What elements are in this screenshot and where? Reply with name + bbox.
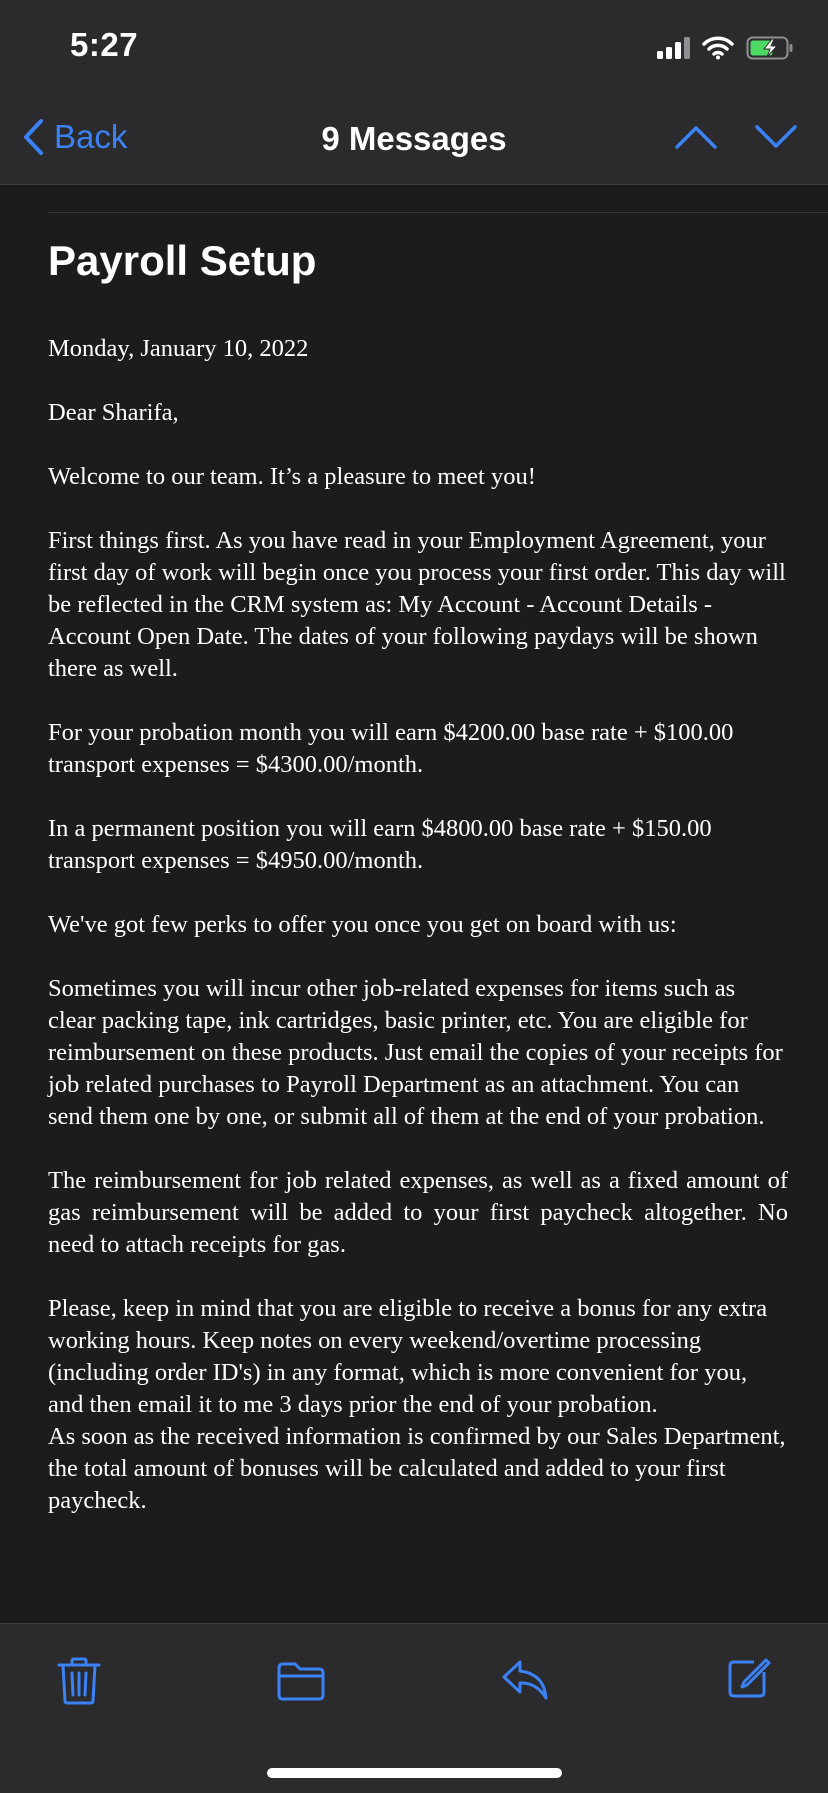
email-paragraph: In a permanent position you will earn $4800.00 base rate + $150.00 transport expenses = $4950.00/month. <box>48 815 712 874</box>
email-paragraph: Welcome to our team. It’s a pleasure to meet you! <box>48 463 536 490</box>
status-time: 5:27 <box>70 26 139 63</box>
trash-button[interactable] <box>56 1656 102 1711</box>
reply-button[interactable] <box>500 1658 550 1707</box>
wifi-icon <box>702 36 734 60</box>
folder-icon <box>276 1660 326 1702</box>
email-paragraph: First things first. As you have read in your Employment Agreement, your first day of work will begin once you process your first order. This day will be reflected in the CRM system as: My Account - Account Details - Account Open Date. The dates of your following paydays will be shown there as well. <box>48 527 786 682</box>
move-to-folder-button[interactable] <box>276 1660 326 1707</box>
compose-button[interactable] <box>726 1654 772 1705</box>
compose-icon <box>726 1654 772 1700</box>
email-subject: Payroll Setup <box>48 237 317 284</box>
nav-title: 9 Messages <box>321 120 507 157</box>
message-navigation <box>674 124 798 150</box>
status-icons <box>657 36 794 60</box>
email-paragraph: The reimbursement for job related expenses, as well as a fixed amount of gas reimbursement will be added to your first paycheck altogether. No need to attach receipts for gas. <box>48 1167 788 1258</box>
email-paragraph: Sometimes you will incur other job-related expenses for items such as clear packing tape, ink cartridges, basic printer, etc. You are eligible for reimbursement on these products. Just email the copies of your receipts for job related purchases to Payroll Department as an attachment. You can send them one by one, or submit all of them at the end of your probation. <box>48 975 783 1130</box>
cellular-signal-icon <box>657 37 690 59</box>
battery-charging-icon <box>746 36 794 60</box>
top-bar <box>0 0 828 185</box>
back-label: Back <box>54 118 128 155</box>
email-paragraph: For your probation month you will earn $4200.00 base rate + $100.00 transport expenses = $4300.00/month. <box>48 719 734 778</box>
reply-icon <box>500 1658 550 1702</box>
email-paragraph: We've got few perks to offer you once you get on board with us: <box>48 911 677 938</box>
home-indicator[interactable] <box>267 1768 562 1778</box>
email-body <box>48 333 788 1549</box>
divider <box>48 212 828 213</box>
email-content[interactable] <box>0 185 828 1623</box>
trash-icon <box>56 1656 102 1706</box>
email-date: Monday, January 10, 2022 <box>48 335 309 362</box>
email-paragraph: Please, keep in mind that you are eligible to receive a bonus for any extra working hours. Keep notes on every weekend/overtime processing (including order ID's) in any format, which is more convenient for you, and then email it to me 3 days prior the end of your probation. <box>48 1295 768 1418</box>
email-paragraph: As soon as the received information is confirmed by our Sales Department, the total amount of bonuses will be calculated and added to your first paycheck. <box>48 1423 786 1514</box>
chevron-down-icon[interactable] <box>754 124 798 150</box>
email-greeting: Dear Sharifa, <box>48 399 179 426</box>
chevron-up-icon[interactable] <box>674 124 718 150</box>
bottom-toolbar <box>0 1623 828 1793</box>
